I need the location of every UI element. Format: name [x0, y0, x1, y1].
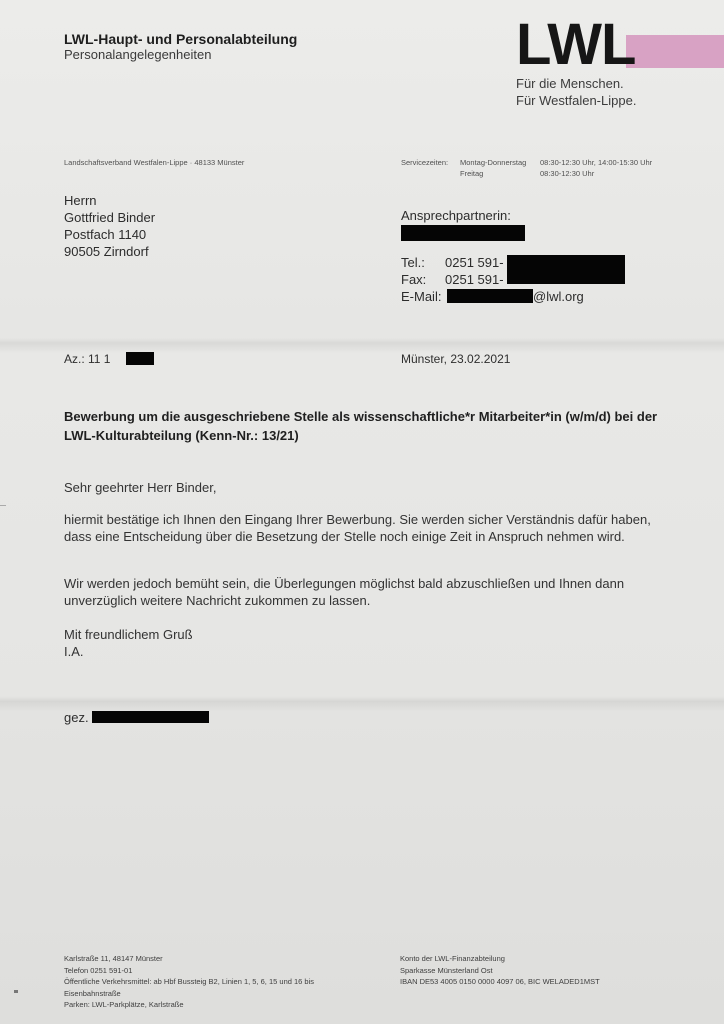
service-hours-day-1: Montag-Donnerstag — [460, 158, 527, 167]
department-name: LWL-Haupt- und Personalabteilung — [64, 31, 298, 47]
service-hours-time-2: 08:30-12:30 Uhr — [540, 169, 595, 178]
letter-subject: Bewerbung um die ausgeschriebene Stelle als wissenschaftliche*r Mitarbeiter*in (w/m/d) bei der LWL-Kulturabteilung (Kenn-Nr.: 13/21) — [64, 409, 658, 443]
contact-person-label: Ansprechpartnerin: — [401, 208, 511, 223]
salutation: Sehr geehrter Herr Binder, — [64, 480, 217, 495]
phone-label: Tel.: — [401, 255, 425, 270]
redacted-reference — [126, 352, 154, 365]
service-hours-time-1: 08:30-12:30 Uhr, 14:00-15:30 Uhr — [540, 158, 653, 167]
redacted-email-local — [447, 289, 533, 303]
logo-tagline-2: Für Westfalen-Lippe. — [516, 93, 637, 108]
logo-accent-bar — [626, 35, 724, 68]
email-label: E-Mail: — [401, 289, 442, 304]
recipient-po-box: Postfach 1140 — [64, 227, 147, 242]
body-paragraph-2: Wir werden jedoch bemüht sein, die Überlegungen möglichst bald abzuschließen und Ihnen dann unverzüglich weitere Nachricht zukommen zu lassen. — [64, 576, 625, 608]
footer-bank-name: Sparkasse Münsterland Ost — [400, 965, 493, 975]
footer-iban: IBAN DE53 4005 0150 0000 4097 06, BIC WELADED1MST — [400, 977, 600, 986]
fax-label: Fax: — [401, 272, 427, 287]
sender-return-address: Landschaftsverband Westfalen-Lippe · 48133 Münster — [64, 158, 245, 167]
phone-value: 0251 591- — [445, 255, 504, 270]
signature-prefix: gez. — [64, 710, 89, 725]
on-behalf: I.A. — [64, 644, 84, 659]
service-hours-day-2: Freitag — [460, 169, 484, 178]
footer-phone: Telefon 0251 591-01 — [64, 965, 133, 975]
department-subtitle: Personalangelegenheiten — [64, 47, 212, 62]
logo-tagline-1: Für die Menschen. — [516, 76, 624, 91]
footer-transit: Öffentliche Verkehrsmittel: ab Hbf Bussteig B2, Linien 1, 5, 6, 15 und 16 bis — [64, 977, 315, 986]
redacted-phone-fax — [507, 255, 625, 284]
footer-address — [64, 953, 314, 1011]
fax-value: 0251 591- — [445, 272, 504, 287]
footer-bank-account: Konto der LWL-Finanzabteilung — [400, 954, 505, 963]
lwl-logo: LWL — [516, 12, 636, 77]
email-domain: @lwl.org — [533, 289, 584, 304]
letter-date: Münster, 23.02.2021 — [401, 352, 511, 366]
footer-parking: Parken: LWL-Parkplätze, Karlstraße — [64, 1000, 184, 1009]
service-hours-label: Servicezeiten: — [401, 158, 449, 167]
file-reference: Az.: 11 1 — [64, 352, 111, 366]
recipient-city: 90505 Zirndorf — [64, 244, 149, 259]
recipient-salutation: Herrn — [64, 193, 97, 208]
redacted-contact-name — [401, 225, 525, 241]
closing: Mit freundlichem Gruß — [64, 627, 193, 642]
footer-transit-stop: Eisenbahnstraße — [64, 988, 121, 998]
body-paragraph-1: hiermit bestätige ich Ihnen den Eingang Ihrer Bewerbung. Sie werden sicher Verständnis dafür haben, dass eine Entscheidung über die Besetzung der Stelle noch einige Zeit in Anspruch nehmen wird. — [64, 512, 651, 544]
recipient-name: Gottfried Binder — [64, 210, 156, 225]
redacted-signatory — [92, 711, 209, 723]
footer-street: Karlstraße 11, 48147 Münster — [64, 954, 163, 963]
footer-bank — [400, 953, 600, 988]
fold-mark — [0, 505, 6, 506]
scan-speck — [14, 990, 18, 993]
recipient-address — [64, 192, 155, 260]
